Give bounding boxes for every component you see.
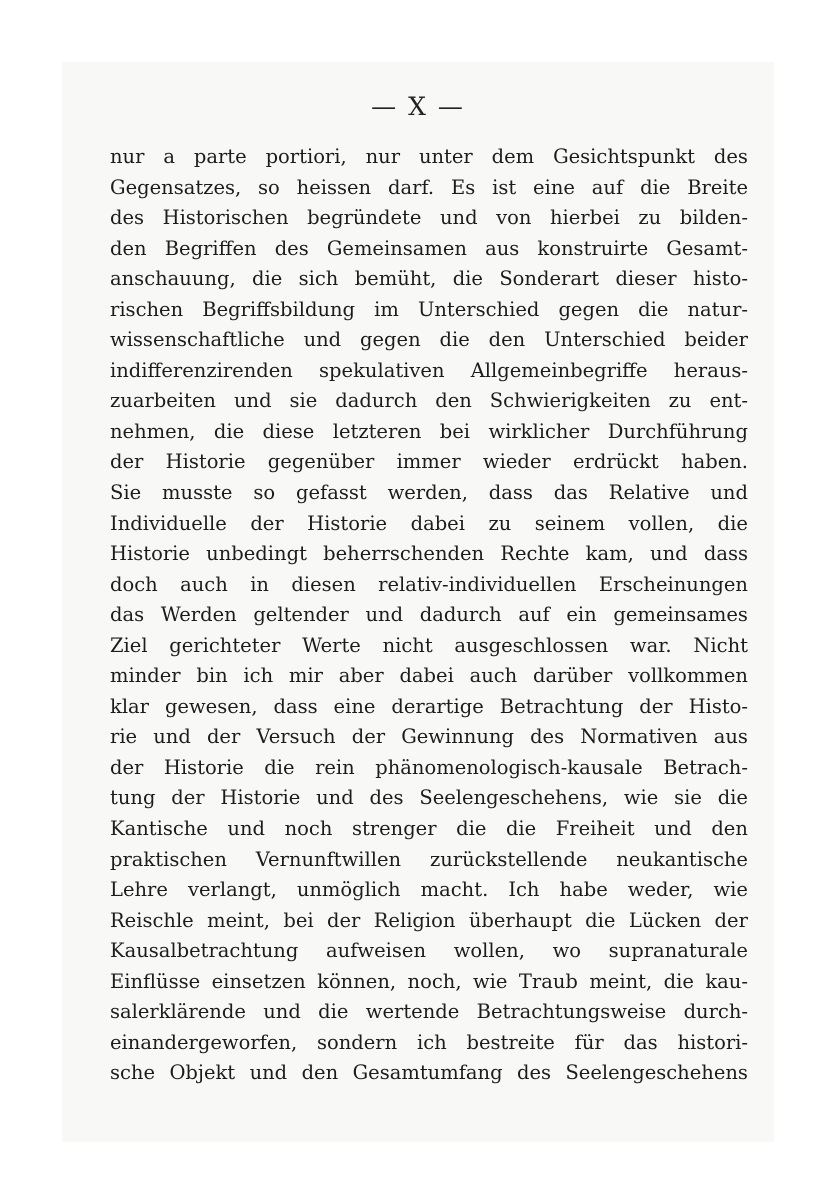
word: Begriffen — [164, 236, 257, 260]
word: die — [439, 328, 470, 352]
word: einandergeworfen, — [110, 1030, 298, 1054]
word: phänomenologisch-kausale — [375, 755, 643, 779]
text-line — [110, 447, 748, 478]
word: Historie — [163, 755, 244, 779]
word: wollen, — [453, 939, 525, 963]
text-line — [110, 509, 748, 540]
word: begründete — [307, 206, 422, 230]
text-line — [110, 356, 748, 387]
word: portiori, — [265, 145, 347, 168]
word: der — [250, 511, 284, 535]
word: ent- — [709, 389, 748, 413]
word: klar — [110, 694, 149, 718]
word: die — [585, 908, 616, 932]
word: zu — [668, 389, 692, 413]
word: und — [233, 389, 272, 413]
word: heissen — [296, 175, 372, 199]
word: Gewinnung — [401, 725, 514, 749]
word: gewesen, — [164, 694, 258, 718]
word: Freiheit — [555, 817, 635, 841]
word: dem — [491, 145, 535, 168]
word: im — [374, 297, 399, 321]
text-line — [110, 264, 748, 295]
word: doch — [110, 572, 158, 596]
word: die — [452, 267, 483, 291]
word: noch, — [407, 969, 462, 993]
word: bei — [439, 419, 471, 443]
word: und — [650, 542, 688, 566]
text-line — [110, 631, 748, 662]
word: überhaupt — [468, 908, 572, 932]
word: Erscheinungen — [598, 572, 748, 596]
word: der — [351, 725, 386, 749]
word: aber — [338, 664, 384, 688]
word: beherrschenden — [323, 542, 485, 566]
word: Gesamtumfang — [352, 1061, 503, 1085]
word: natur- — [687, 297, 748, 321]
word: zu — [638, 206, 662, 230]
text-line — [110, 692, 748, 723]
word: minder — [110, 664, 181, 688]
word: Ziel — [110, 633, 148, 657]
word: meint, — [589, 969, 653, 993]
text-line — [110, 478, 748, 509]
word: Historischen — [162, 206, 289, 230]
word: weder, — [627, 878, 694, 902]
word: Werte — [302, 633, 361, 657]
word: gefasst — [295, 481, 367, 505]
word: Reischle — [110, 908, 194, 932]
word: parte — [193, 145, 247, 168]
word: dadurch — [419, 603, 502, 627]
word: Unterschied — [417, 297, 540, 321]
word: auch — [180, 572, 228, 596]
word: tung — [110, 786, 156, 810]
word: den — [488, 328, 526, 352]
word: konstruirte — [537, 236, 649, 260]
word: eine — [533, 175, 575, 199]
word: aus — [713, 725, 748, 749]
word: darüber — [532, 664, 613, 688]
word: Historie — [307, 511, 388, 535]
word: neukantische — [616, 847, 748, 871]
word: dass — [488, 481, 533, 505]
word: sie — [674, 786, 702, 810]
word: die — [663, 969, 694, 993]
word: Historie — [165, 450, 246, 474]
word: Versuch — [256, 725, 336, 749]
text-line — [110, 967, 748, 998]
word: Histo- — [688, 694, 748, 718]
word: rie — [110, 725, 138, 749]
word: kam, — [585, 542, 634, 566]
word: und — [303, 328, 342, 352]
word: Werden — [160, 603, 237, 627]
word: und — [227, 817, 266, 841]
word: Normativen — [580, 725, 698, 749]
word: und — [153, 725, 191, 749]
word: nehmen, — [110, 419, 196, 443]
word: gemeinsames — [613, 603, 748, 627]
word: mir — [288, 664, 323, 688]
word: dass — [273, 694, 318, 718]
word: eine — [333, 694, 376, 718]
word: so — [258, 175, 280, 199]
word: ausgeschlossen — [454, 633, 609, 657]
word: sche — [110, 1061, 156, 1085]
word: diese — [262, 419, 315, 443]
word: letzteren — [332, 419, 422, 443]
word: in — [250, 572, 269, 596]
word: bemüht, — [354, 267, 437, 291]
word: Lücken — [628, 908, 702, 932]
word: Sonderart — [499, 267, 600, 291]
word: von — [496, 206, 532, 230]
word: Individuelle — [110, 511, 227, 535]
word: des — [274, 236, 309, 260]
word: rein — [315, 755, 355, 779]
word: des — [713, 145, 748, 168]
word: Objekt — [169, 1061, 236, 1085]
word: der — [206, 725, 241, 749]
word: den — [435, 389, 472, 413]
text-line — [110, 203, 748, 234]
text-line — [110, 753, 748, 784]
word: und — [249, 1061, 288, 1085]
word: Relative — [608, 481, 690, 505]
word: a — [163, 145, 175, 168]
word: relativ-individuellen — [378, 572, 577, 596]
word: musste — [162, 481, 233, 505]
word: aus — [485, 236, 520, 260]
word: und — [316, 786, 354, 810]
text-line — [110, 783, 748, 814]
word: Gesamt- — [666, 236, 748, 260]
word: meint, — [207, 908, 270, 932]
word: sie — [289, 389, 318, 413]
word: zuarbeiten — [110, 389, 216, 413]
word: Es — [450, 175, 476, 199]
word: die — [640, 175, 671, 199]
book-page — [62, 62, 774, 1142]
word: auf — [518, 603, 550, 627]
word: dabei — [399, 664, 454, 688]
text-line — [110, 997, 748, 1028]
text-line — [110, 234, 748, 265]
word: ich — [243, 664, 274, 688]
word: sondern — [316, 1030, 398, 1054]
word: Historie — [110, 542, 190, 566]
text-line — [110, 325, 748, 356]
word: die — [264, 755, 295, 779]
word: diesen — [291, 572, 356, 596]
word: Lehre — [110, 878, 168, 902]
word: nur — [110, 145, 145, 168]
word: Durchführung — [607, 419, 748, 443]
text-line — [110, 173, 748, 204]
word: ein — [566, 603, 597, 627]
word: histo- — [692, 267, 748, 291]
word: erdrückt — [572, 450, 659, 474]
word: des — [517, 1061, 552, 1085]
word: auf — [591, 175, 624, 199]
word: das — [623, 1030, 658, 1054]
word: ist — [492, 175, 517, 199]
word: den — [301, 1061, 339, 1085]
word: rischen — [110, 297, 184, 321]
word: bestreite — [466, 1030, 555, 1054]
word: wo — [552, 939, 581, 963]
text-line — [110, 1058, 748, 1089]
text-line — [110, 295, 748, 326]
word: dass — [703, 542, 748, 566]
word: haben. — [681, 450, 748, 474]
word: Betrachtungsweise — [476, 1000, 667, 1024]
word: das — [110, 603, 145, 627]
word: das — [553, 481, 588, 505]
word: zu — [488, 511, 512, 535]
word: des — [530, 725, 565, 749]
word: Rechte — [500, 542, 570, 566]
word: werden, — [387, 481, 468, 505]
word: und — [365, 603, 404, 627]
word: den — [110, 236, 147, 260]
word: dieser — [615, 267, 677, 291]
word: dadurch — [335, 389, 418, 413]
word: die — [318, 1000, 349, 1024]
word: verlangt, — [187, 878, 277, 902]
word: aufweisen — [326, 939, 427, 963]
word: der — [714, 908, 748, 932]
word: vollen, — [628, 511, 695, 535]
text-line — [110, 814, 748, 845]
word: Breite — [687, 175, 748, 199]
word: derartige — [391, 694, 484, 718]
text-line — [110, 600, 748, 631]
word: spekulativen — [319, 358, 445, 382]
word: Seelengeschehens — [565, 1061, 748, 1085]
word: bin — [196, 664, 228, 688]
word: Religion — [373, 908, 456, 932]
word: ich — [416, 1030, 447, 1054]
word: gerichteter — [169, 633, 281, 657]
text-line — [110, 906, 748, 937]
word: Gesichtspunkt — [553, 145, 695, 168]
word: wertende — [365, 1000, 460, 1024]
text-line — [110, 722, 748, 753]
word: und — [654, 817, 692, 841]
word: strenger — [351, 817, 437, 841]
word: der — [639, 694, 673, 718]
word: nicht — [382, 633, 433, 657]
word: Einflüsse — [110, 969, 201, 993]
word: salerklärende — [110, 1000, 246, 1024]
word: war. — [629, 633, 672, 657]
word: unter — [418, 145, 473, 168]
word: Sie — [110, 481, 142, 505]
word: Seelengeschehens, — [419, 786, 609, 810]
word: vollkommen — [628, 664, 748, 688]
word: darf. — [387, 175, 435, 199]
word: heraus- — [673, 358, 748, 382]
word: bilden- — [679, 206, 748, 230]
word: Ich — [508, 878, 540, 902]
word: die — [638, 297, 669, 321]
text-line — [110, 417, 748, 448]
word: unmöglich — [296, 878, 401, 902]
word: und — [710, 481, 748, 505]
word: können, — [317, 969, 397, 993]
word: beider — [684, 328, 748, 352]
word: indifferenzirenden — [110, 358, 293, 382]
word: und — [263, 1000, 301, 1024]
word: so — [253, 481, 276, 505]
word: geltender — [253, 603, 349, 627]
word: wieder — [482, 450, 551, 474]
word: Nicht — [693, 633, 748, 657]
word: die — [456, 817, 487, 841]
word: histori- — [677, 1030, 748, 1054]
word: zurückstellende — [429, 847, 588, 871]
word: sich — [298, 267, 339, 291]
body-text — [110, 142, 748, 1089]
word: noch — [284, 817, 333, 841]
word: Unterschied — [544, 328, 666, 352]
word: des — [110, 206, 145, 230]
word: Gemeinsamen — [326, 236, 467, 260]
word: die — [717, 511, 748, 535]
word: Traub — [518, 969, 578, 993]
word: wie — [713, 878, 748, 902]
word: wie — [472, 969, 508, 993]
word: bei — [283, 908, 314, 932]
word: wie — [623, 786, 659, 810]
word: einsetzen — [211, 969, 306, 993]
word: der — [327, 908, 361, 932]
word: habe — [559, 878, 608, 902]
text-line — [110, 570, 748, 601]
word: supranaturale — [608, 939, 748, 963]
word: auch — [469, 664, 518, 688]
text-line — [110, 1028, 748, 1059]
word: Vernunftwillen — [255, 847, 402, 871]
word: Kausalbetrachtung — [110, 939, 299, 963]
text-line — [110, 875, 748, 906]
word: macht. — [420, 878, 489, 902]
word: nur — [365, 145, 401, 168]
page-number: — X — — [371, 92, 465, 121]
text-line — [110, 142, 748, 173]
word: die — [505, 817, 537, 841]
word: den — [711, 817, 748, 841]
text-line — [110, 936, 748, 967]
word: Betrachtung — [499, 694, 624, 718]
text-line — [110, 661, 748, 692]
word: seinem — [534, 511, 606, 535]
word: immer — [396, 450, 461, 474]
word: gegenüber — [267, 450, 375, 474]
word: unbedingt — [206, 542, 307, 566]
word: die — [213, 419, 245, 443]
word: wirklicher — [488, 419, 590, 443]
word: des — [369, 786, 404, 810]
word: der — [110, 755, 144, 779]
word: Schwierigkeiten — [489, 389, 651, 413]
word: für — [574, 1030, 604, 1054]
word: Kantische — [110, 817, 208, 841]
word: Allgemeinbegriffe — [470, 358, 648, 382]
word: und — [439, 206, 478, 230]
word: Begriffsbildung — [202, 297, 356, 321]
word: der — [171, 786, 205, 810]
word: dabei — [410, 511, 465, 535]
word: Gegensatzes, — [110, 175, 242, 199]
word: Betrach- — [663, 755, 748, 779]
text-line — [110, 845, 748, 876]
word: praktischen — [110, 847, 227, 871]
word: durch- — [683, 1000, 748, 1024]
word: gegen — [360, 328, 421, 352]
word: wissenschaftliche — [110, 328, 285, 352]
word: Historie — [220, 786, 301, 810]
text-line — [110, 386, 748, 417]
word: kau- — [705, 969, 748, 993]
word: anschauung, — [110, 267, 236, 291]
word: die — [717, 786, 748, 810]
word: gegen — [558, 297, 620, 321]
word: der — [110, 450, 144, 474]
text-line — [110, 539, 748, 570]
word: die — [252, 267, 283, 291]
word: hierbei — [549, 206, 620, 230]
